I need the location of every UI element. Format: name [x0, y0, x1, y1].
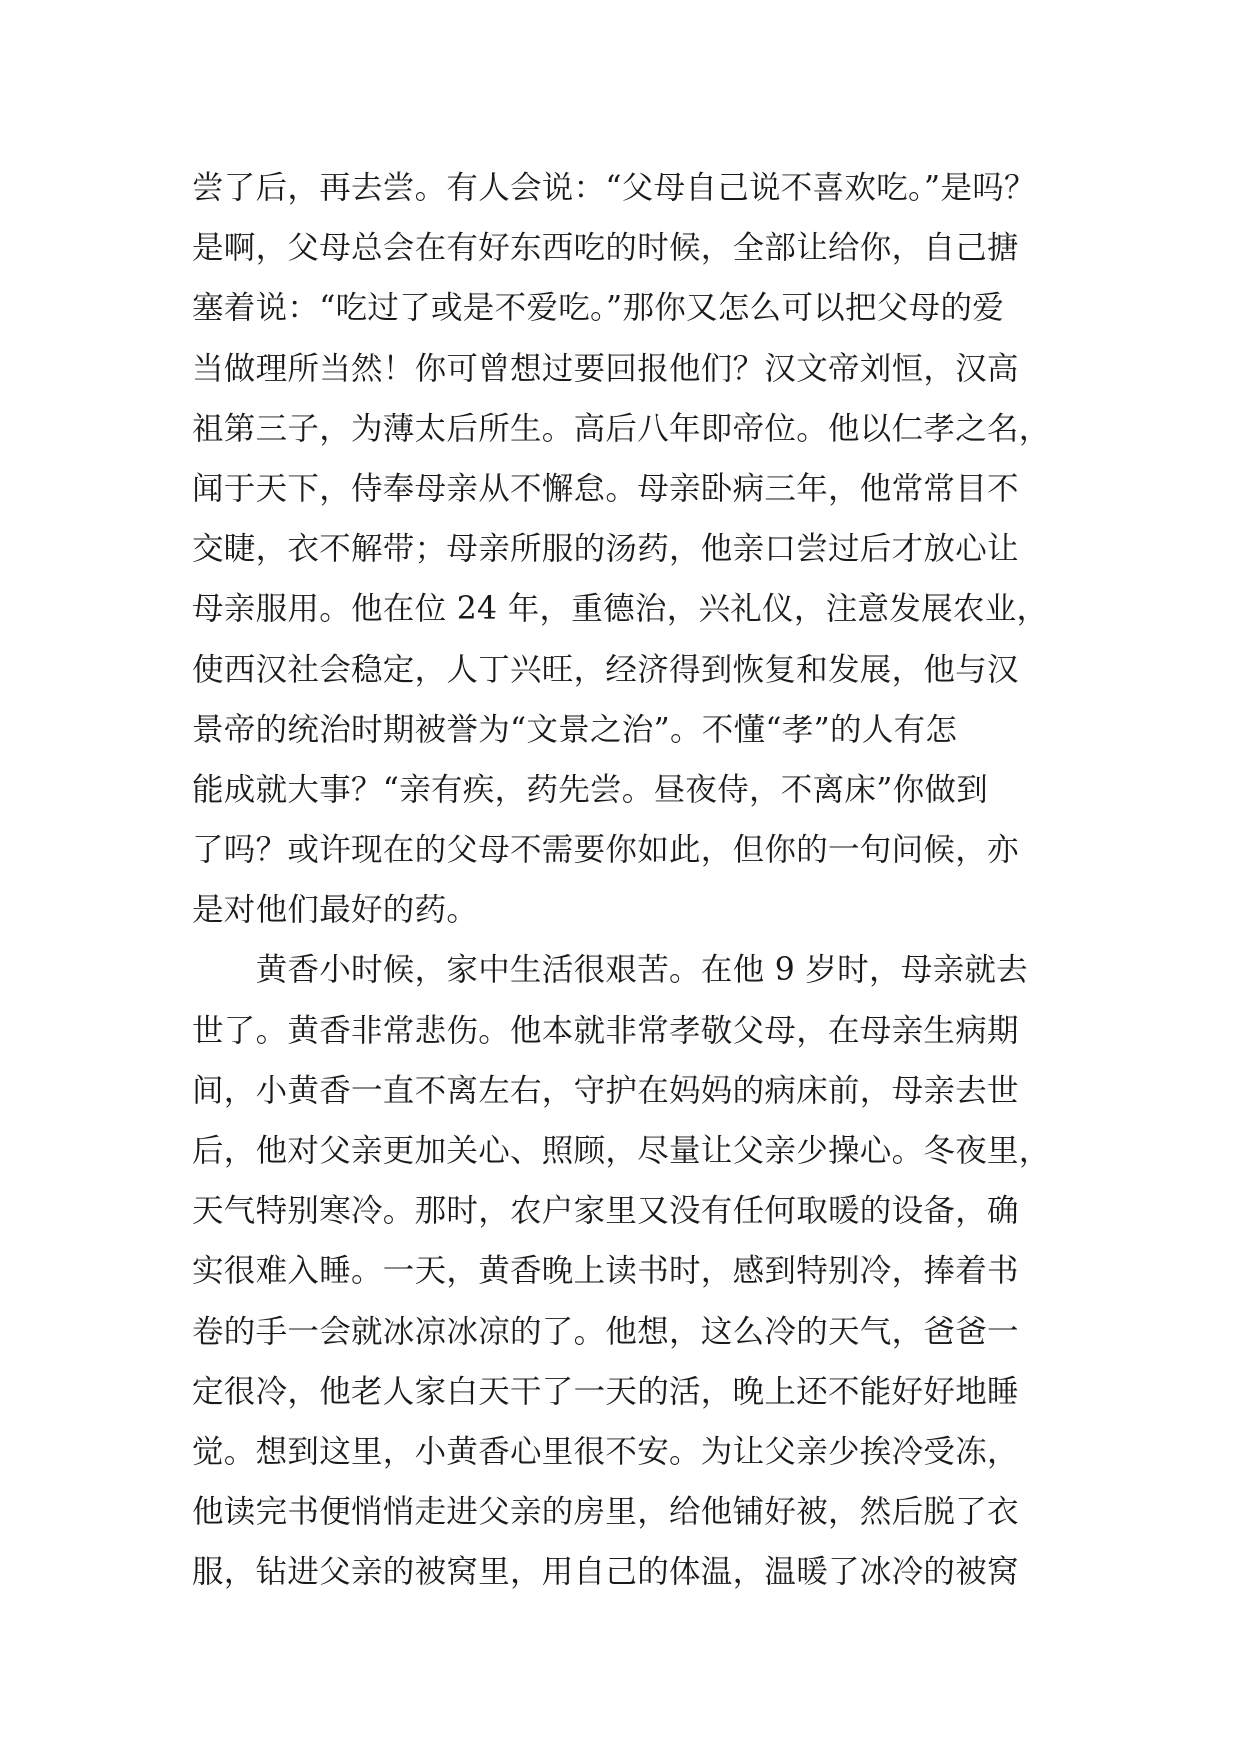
text-line: 实很难入睡。一天，黄香晚上读书时，感到特别冷，捧着书 — [192, 1253, 1019, 1290]
text-line: 母亲服用。他在位 24 年，重德治，兴礼仪，注意发展农业， — [192, 591, 1049, 628]
text-line: 闻于天下，侍奉母亲从不懈怠。母亲卧病三年，他常常目不 — [192, 470, 1019, 507]
text-line: 定很冷，他老人家白天干了一天的活，晚上还不能好好地睡 — [192, 1373, 1019, 1410]
text-line: 是对他们最好的药。 — [192, 892, 479, 929]
text-line: 能成就大事？“亲有疾，药先尝。昼夜侍，不离床”你做到 — [192, 771, 989, 808]
text-line: 是啊，父母总会在有好东西吃的时候，全部让给你，自己搪 — [192, 230, 1019, 267]
text-line: 祖第三子，为薄太后所生。高后八年即帝位。他以仁孝之名， — [192, 410, 1051, 447]
text-line: 服，钻进父亲的被窝里，用自己的体温，温暖了冰冷的被窝 — [192, 1554, 1019, 1591]
text-line: 卷的手一会就冰凉冰凉的了。他想，这么冷的天气，爸爸一 — [192, 1313, 1019, 1350]
text-line: 后，他对父亲更加关心、照顾，尽量让父亲少操心。冬夜里， — [192, 1133, 1051, 1169]
text-line: 天气特别寒冷。那时，农户家里又没有任何取暖的设备，确 — [192, 1193, 1019, 1230]
text-line: 他读完书便悄悄走进父亲的房里，给他铺好被，然后脱了衣 — [192, 1494, 1019, 1531]
text-line: 塞着说：“吃过了或是不爱吃。”那你又怎么可以把父母的爱 — [192, 290, 1005, 327]
text-line: 景帝的统治时期被誉为“文景之治”。不懂“孝”的人有怎 — [192, 711, 958, 748]
text-line: 当做理所当然！你可曾想过要回报他们？汉文帝刘恒，汉高 — [192, 350, 1019, 387]
paragraph-filial-piety-emperor-wen — [192, 158, 1072, 940]
text-line: 黄香小时候，家中生活很艰苦。在他 9 岁时，母亲就去 — [192, 952, 1028, 989]
paragraph-huang-xiang — [192, 940, 1072, 1602]
text-line: 觉。想到这里，小黄香心里很不安。为让父亲少挨冷受冻， — [192, 1433, 1019, 1470]
text-line: 世了。黄香非常悲伤。他本就非常孝敬父母，在母亲生病期 — [192, 1012, 1019, 1049]
text-line: 了吗？或许现在的父母不需要你如此，但你的一句问候，亦 — [192, 832, 1019, 869]
text-line: 尝了后，再去尝。有人会说：“父母自己说不喜欢吃。”是吗？ — [192, 170, 1036, 206]
document-body — [192, 158, 1072, 1603]
text-line: 间，小黄香一直不离左右，守护在妈妈的病床前，母亲去世 — [192, 1072, 1019, 1109]
text-line: 使西汉社会稳定，人丁兴旺，经济得到恢复和发展，他与汉 — [192, 651, 1019, 688]
text-line: 交睫，衣不解带；母亲所服的汤药，他亲口尝过后才放心让 — [192, 531, 1019, 568]
